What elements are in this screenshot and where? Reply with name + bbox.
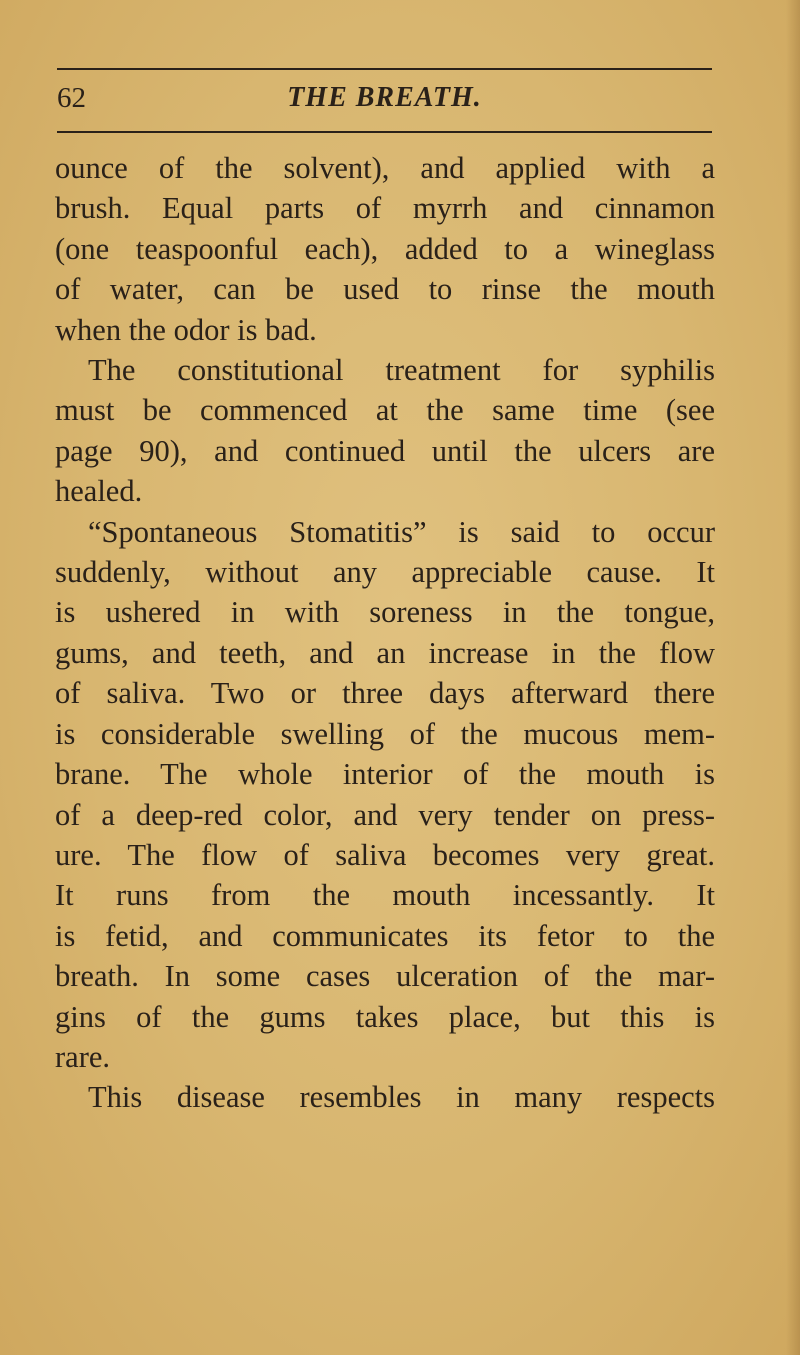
text-line: brane. The whole interior of the mouth is <box>55 757 715 792</box>
text-line: of saliva. Two or three days afterward there <box>55 676 715 711</box>
running-title: THE BREATH. <box>287 82 482 113</box>
text-line: (one teaspoonful each), added to a wineglass <box>55 231 715 266</box>
text-line: gins of the gums takes place, but this is <box>55 999 715 1034</box>
text-line: brush. Equal parts of myrrh and cinnamon <box>55 191 715 226</box>
text-line: page 90), and continued until the ulcers are <box>55 433 715 468</box>
body-text <box>55 148 715 1118</box>
page-edge-shadow <box>786 0 800 1355</box>
text-line: is considerable swelling of the mucous mem- <box>55 716 715 751</box>
text-line: gums, and teeth, and an increase in the flow <box>55 635 715 670</box>
page-header <box>57 80 712 120</box>
text-line: healed. <box>55 474 143 509</box>
page-number: 62 <box>57 82 86 114</box>
text-line: This disease resembles in many respects <box>88 1080 715 1115</box>
text-line: of water, can be used to rinse the mouth <box>55 272 715 307</box>
text-line: The constitutional treatment for syphilis <box>88 353 715 388</box>
text-line: ounce of the solvent), and applied with a <box>55 151 715 185</box>
text-line: “Spontaneous Stomatitis” is said to occur <box>88 514 715 549</box>
text-line: It runs from the mouth incessantly. It <box>55 878 715 913</box>
text-line: must be commenced at the same time (see <box>55 393 715 428</box>
text-line: is ushered in with soreness in the tongue, <box>55 595 715 630</box>
text-line: suddenly, without any appreciable cause. It <box>55 555 715 590</box>
text-line: of a deep-red color, and very tender on press- <box>55 797 715 832</box>
text-line: rare. <box>55 1039 111 1074</box>
text-line: ure. The flow of saliva becomes very great. <box>55 837 715 872</box>
header-rule-top <box>57 68 712 70</box>
header-rule-bottom <box>57 131 712 133</box>
text-line: when the odor is bad. <box>55 312 317 347</box>
text-line: breath. In some cases ulceration of the mar- <box>55 959 715 994</box>
text-line: is fetid, and communicates its fetor to the <box>55 918 715 953</box>
